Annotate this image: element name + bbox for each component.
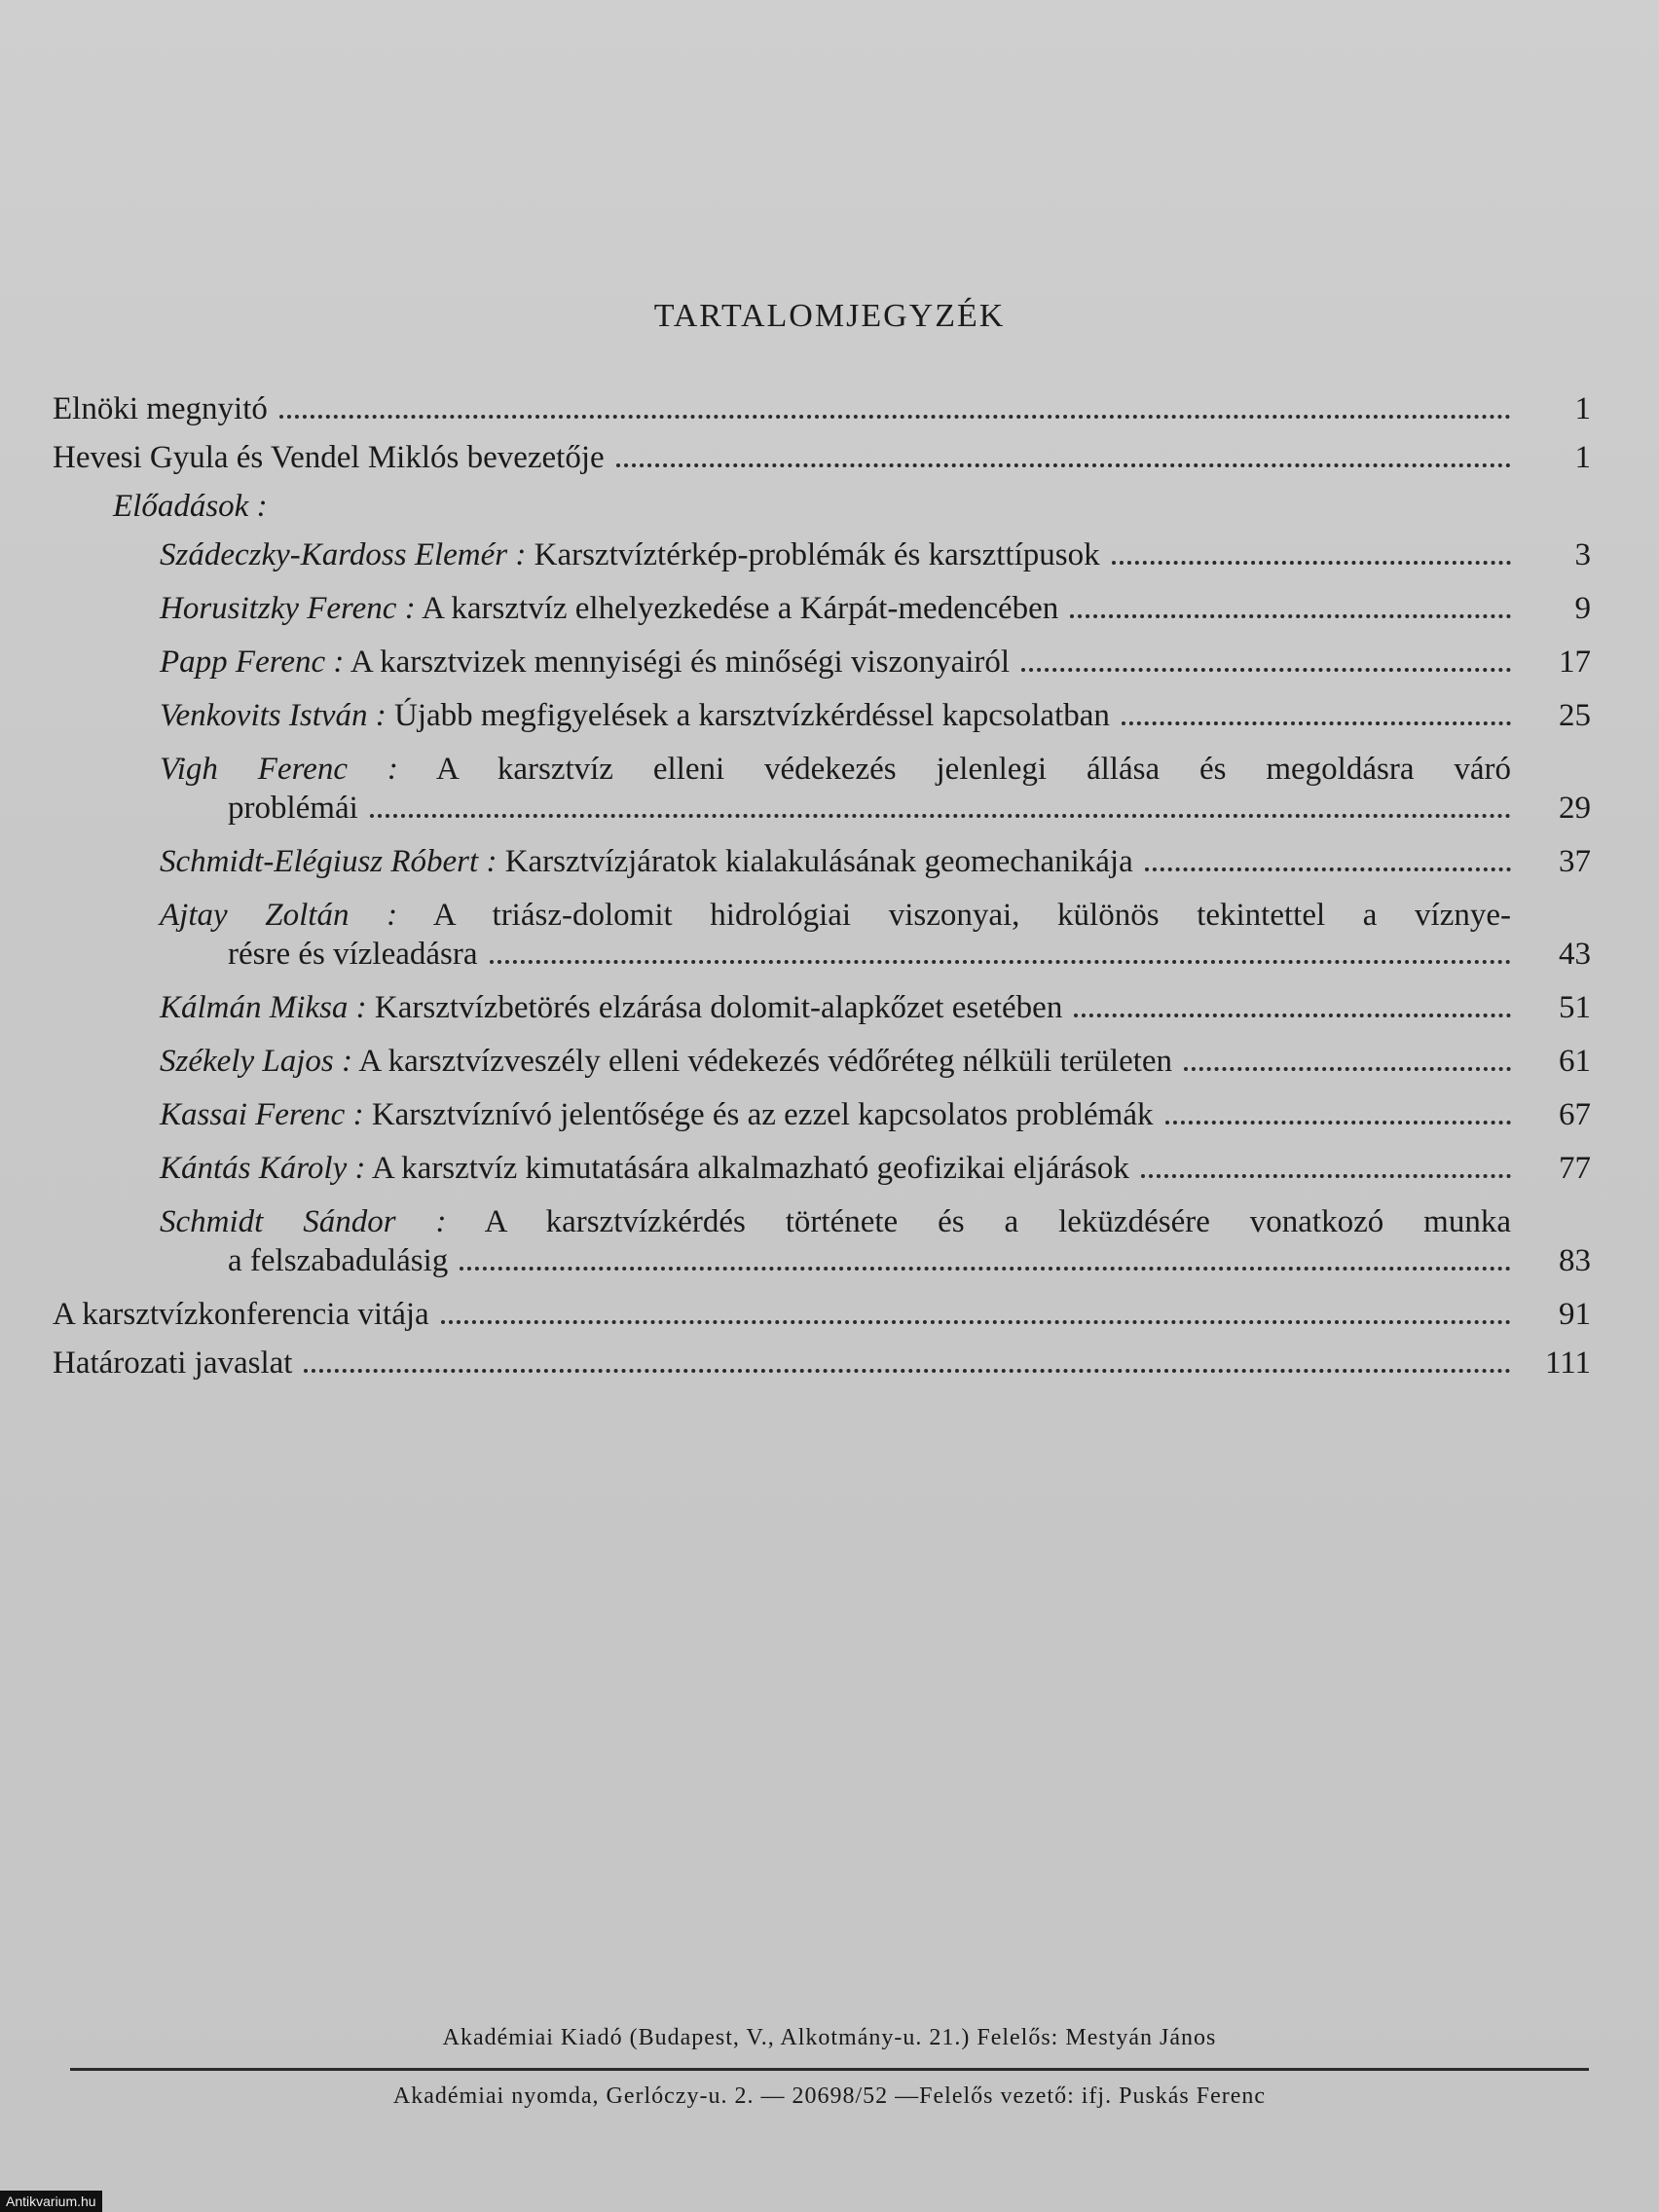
dot-leader (1145, 867, 1511, 871)
lecture-author: Papp Ferenc : (160, 645, 345, 680)
lecture-title-line1: A karsztvíz elleni védekezés jelenlegi állása és megoldásra váró (435, 752, 1511, 787)
toc-lecture-entry-wrapped (53, 896, 1591, 974)
toc-page-number: 29 (1559, 791, 1591, 826)
toc-lecture-entry (53, 842, 1591, 881)
lecture-title: A karsztvízveszély elleni védekezés védőréteg nélküli területen (358, 1044, 1173, 1079)
lecture-author: Schmidt-Elégiusz Róbert : (160, 844, 498, 879)
page-title: TARTALOMJEGYZÉK (653, 298, 1006, 334)
toc-entry (53, 1295, 1591, 1334)
dot-leader (1112, 561, 1511, 565)
lecture-author: Szádeczky-Kardoss Elemér : (160, 537, 527, 572)
lecture-title: A karsztvíz kimutatására alkalmazható geofizikai eljárások (371, 1151, 1129, 1186)
section-label: Előadások : (113, 489, 268, 524)
dot-leader (279, 415, 1511, 419)
lecture-title-line2: résre és vízleadásra (228, 937, 478, 972)
lecture-author: Horusitzky Ferenc : (160, 591, 416, 626)
toc-lecture-entry (53, 1095, 1591, 1134)
lecture-title-line2: a felszabadulásig (228, 1243, 449, 1278)
footer-divider (70, 2068, 1589, 2071)
lecture-title-line1: A karsztvízkérdés története és a leküzdésére vonatkozó munka (484, 1204, 1511, 1239)
dot-leader (460, 1267, 1511, 1271)
toc-page-number: 67 (1559, 1097, 1591, 1132)
dot-leader (1184, 1067, 1511, 1071)
toc-page-number: 61 (1559, 1044, 1591, 1079)
dot-leader (490, 960, 1511, 964)
lecture-title: A karsztvíz elhelyezkedése a Kárpát-medencében (422, 591, 1059, 626)
toc-lecture-entry-wrapped (53, 750, 1591, 828)
printer-imprint: Akadémiai nyomda, Gerlóczy-u. 2. — 20698/52 —Felelős vezető: ifj. Puskás Ferenc (392, 2083, 1267, 2109)
lecture-author: Schmidt Sándor : (160, 1204, 447, 1239)
table-of-contents (53, 389, 1591, 1392)
toc-lecture-entry (53, 535, 1591, 574)
toc-page-number: 37 (1559, 844, 1591, 879)
dot-leader (304, 1369, 1511, 1373)
toc-page-number: 43 (1559, 937, 1591, 972)
toc-page-number: 91 (1559, 1297, 1591, 1332)
toc-page-number: 3 (1574, 537, 1591, 572)
dot-leader (1165, 1121, 1512, 1124)
toc-lecture-entry (53, 988, 1591, 1027)
toc-lecture-entry (53, 1042, 1591, 1081)
lecture-author: Vigh Ferenc : (160, 752, 398, 787)
toc-entry (53, 1344, 1591, 1382)
watermark: Antikvarium.hu (0, 2191, 102, 2212)
lecture-author: Ajtay Zoltán : (160, 898, 398, 933)
dot-leader (1074, 1014, 1511, 1017)
publisher-imprint: Akadémiai Kiadó (Budapest, V., Alkotmány-u. 21.) Felelős: Mestyán János (442, 2025, 1217, 2050)
lecture-title-line2: problémái (228, 791, 358, 826)
toc-page-number: 111 (1544, 1346, 1591, 1381)
toc-page-number: 1 (1574, 440, 1591, 475)
dot-leader (1070, 614, 1511, 618)
dot-leader (370, 814, 1511, 818)
lecture-title: A karsztvizek mennyiségi és minőségi viszonyairól (350, 645, 1011, 680)
toc-lecture-entry (53, 1149, 1591, 1188)
dot-leader (616, 463, 1511, 467)
lecture-author: Kálmán Miksa : (160, 990, 367, 1025)
lecture-title: Karsztvíztérkép-problémák és karszttípusok (534, 537, 1100, 572)
toc-entry-text: Elnöki megnyitó (53, 391, 268, 426)
lecture-author: Székely Lajos : (160, 1044, 352, 1079)
toc-page-number: 17 (1559, 645, 1591, 680)
lecture-title: Karsztvíznívó jelentősége és az ezzel kapcsolatos problémák (371, 1097, 1154, 1132)
lecture-title: Újabb megfigyelések a karsztvízkérdéssel kapcsolatban (394, 698, 1110, 733)
toc-page-number: 9 (1574, 591, 1591, 626)
toc-page-number: 77 (1559, 1151, 1591, 1186)
toc-entry-text: Hevesi Gyula és Vendel Miklós bevezetője (53, 440, 605, 475)
toc-page-number: 25 (1559, 698, 1591, 733)
toc-page-number: 51 (1559, 990, 1591, 1025)
lecture-title-line1: A triász-dolomit hidrológiai viszonyai, különös tekintettel a víznye- (432, 898, 1511, 933)
toc-page-number: 1 (1574, 391, 1591, 426)
dot-leader (1122, 721, 1511, 725)
toc-lecture-entry-wrapped (53, 1202, 1591, 1280)
toc-lecture-entry (53, 643, 1591, 682)
toc-lecture-entry (53, 589, 1591, 628)
toc-entry (53, 389, 1591, 428)
lecture-author: Venkovits István : (160, 698, 387, 733)
toc-lecture-entry (53, 696, 1591, 735)
toc-entry-text: Határozati javaslat (53, 1346, 293, 1381)
lecture-author: Kántás Károly : (160, 1151, 366, 1186)
dot-leader (1141, 1174, 1511, 1178)
lecture-title: Karsztvízjáratok kialakulásának geomechanikája (504, 844, 1133, 879)
toc-page-number: 83 (1559, 1243, 1591, 1278)
toc-entry (53, 438, 1591, 477)
toc-entry-text: A karsztvízkonferencia vitája (53, 1297, 429, 1332)
dot-leader (441, 1320, 1511, 1324)
dot-leader (1021, 668, 1511, 672)
lecture-title: Karsztvízbetörés elzárása dolomit-alapkőzet esetében (374, 990, 1063, 1025)
lecture-author: Kassai Ferenc : (160, 1097, 364, 1132)
